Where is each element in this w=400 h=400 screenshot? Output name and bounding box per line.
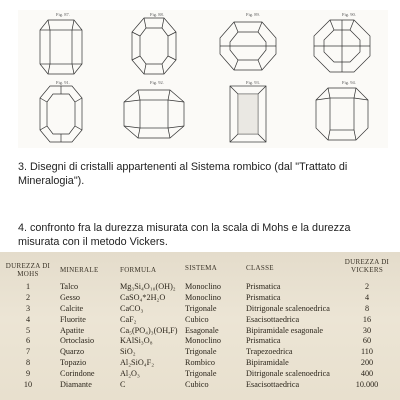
table-header: [0, 256, 400, 282]
crystal-drawing: [114, 82, 194, 146]
cell-vickers: 110: [361, 347, 373, 357]
cell-mohs: 8: [25, 358, 31, 368]
crystal-drawing: [208, 82, 288, 146]
cell-minerale: Apatite: [60, 325, 85, 335]
cell-mohs: 5: [25, 325, 31, 335]
header-formula: FORMULA: [120, 266, 157, 274]
cell-minerale: Topazio: [60, 358, 87, 368]
table-row: [0, 358, 400, 369]
crystal-figure: [114, 14, 194, 78]
cell-classe: Prismatica: [246, 336, 281, 346]
cell-sistema: Cubico: [185, 314, 209, 324]
cell-formula: Al₂SiO₄F₂: [120, 358, 155, 368]
cell-vickers: 8: [364, 303, 370, 313]
cell-vickers: 4: [364, 292, 370, 302]
cell-mohs: 7: [25, 347, 31, 357]
cell-mohs: 9: [25, 369, 31, 379]
cell-mohs: 4: [25, 314, 31, 324]
crystal-drawing: [22, 14, 102, 78]
crystal-drawing: [302, 82, 382, 146]
cell-minerale: Gesso: [60, 292, 81, 302]
crystal-drawings-plate: [18, 10, 388, 148]
crystal-drawing: [302, 14, 382, 78]
crystal-drawing: [114, 14, 194, 78]
cell-minerale: Corindone: [60, 369, 95, 379]
cell-classe: Bipiramidale esagonale: [246, 325, 324, 335]
cell-mohs: 6: [25, 336, 31, 346]
cell-mohs: 10: [23, 380, 33, 390]
cell-minerale: Calcite: [60, 303, 84, 313]
cell-vickers: 2: [364, 282, 370, 291]
crystal-figure: [114, 82, 194, 146]
figure-label: Fig. 93.: [246, 80, 260, 85]
crystal-figure: [22, 82, 102, 146]
figure-label: Fig. 88.: [150, 12, 164, 17]
crystal-drawing: [22, 82, 102, 146]
table-row: [0, 293, 400, 304]
cell-formula: Mg₃Si₄O₁₀(OH)₂: [120, 282, 176, 291]
cell-minerale: Diamante: [60, 380, 92, 390]
cell-vickers: 10.000: [355, 380, 379, 390]
crystal-drawing: [208, 14, 288, 78]
cell-sistema: Cubico: [185, 380, 209, 390]
cell-minerale: Fluorite: [60, 314, 86, 324]
crystal-figure: [302, 82, 382, 146]
figure-label: Fig. 91.: [56, 80, 70, 85]
cell-classe: Ditrigonale scalenoedrica: [246, 303, 330, 313]
cell-vickers: 400: [360, 369, 374, 379]
figure-label: Fig. 94.: [342, 80, 356, 85]
cell-sistema: Monoclino: [185, 336, 221, 346]
figure-label: Fig. 89.: [246, 12, 260, 17]
table-row: [0, 304, 400, 315]
table-row: [0, 282, 400, 293]
figure-label: Fig. 90.: [342, 12, 356, 17]
figure-caption: 3. Disegni di cristalli appartenenti al Sistema rombico (dal "Trattato di Mineralogia").: [18, 161, 348, 187]
cell-vickers: 200: [360, 358, 374, 368]
crystal-figure: [208, 82, 288, 146]
cell-classe: Bipiramidale: [246, 358, 289, 368]
header-sistema: SISTEMA: [185, 264, 218, 272]
cell-sistema: Rombico: [185, 358, 216, 368]
cell-sistema: Trigonale: [185, 303, 217, 313]
table-row: [0, 369, 400, 380]
cell-mohs: 2: [25, 292, 31, 302]
cell-minerale: Quarzo: [60, 347, 85, 357]
cell-sistema: Monoclino: [185, 282, 221, 291]
cell-formula: SiO₂: [120, 347, 136, 357]
cell-classe: Esacisottaedrica: [246, 380, 300, 390]
header-durezza-mohs: DUREZZA DI MOHS: [5, 262, 51, 278]
figure-label: Fig. 87.: [56, 12, 70, 17]
cell-formula: CaF₂: [120, 314, 137, 324]
cell-classe: Trapezoedrica: [246, 347, 293, 357]
hardness-table-photo: [0, 252, 400, 400]
cell-mohs: 3: [25, 303, 31, 313]
cell-vickers: 16: [362, 314, 372, 324]
cell-formula: Al₂O₃: [120, 369, 140, 379]
cell-vickers: 60: [362, 336, 372, 346]
header-minerale: MINERALE: [60, 266, 99, 274]
cell-classe: Prismatica: [246, 292, 281, 302]
cell-sistema: Trigonale: [185, 347, 217, 357]
cell-minerale: Ortoclasio: [60, 336, 95, 346]
table-body: [0, 282, 400, 391]
cell-formula: C: [120, 380, 126, 390]
cell-formula: KAlSi₃O₈: [120, 336, 153, 346]
crystal-figure: [208, 14, 288, 78]
header-classe: CLASSE: [246, 264, 274, 272]
figure-label: Fig. 92.: [150, 80, 164, 85]
cell-classe: Prismatica: [246, 282, 281, 291]
crystal-figure: [22, 14, 102, 78]
cell-minerale: Talco: [60, 282, 79, 291]
cell-sistema: Trigonale: [185, 369, 217, 379]
cell-classe: Ditrigonale scalenoedrica: [246, 369, 330, 379]
cell-mohs: 1: [25, 282, 31, 291]
cell-formula: CaCO₃: [120, 303, 144, 313]
table-caption: 4. confronto fra la durezza misurata con la scala di Mohs e la durezza misurata con il metodo Vickers.: [18, 222, 351, 248]
cell-sistema: Esagonale: [185, 325, 219, 335]
header-durezza-vickers: DUREZZA DI VICKERS: [344, 258, 390, 274]
cell-formula: Ca₅(PO₄)₃(OH,F): [120, 325, 178, 335]
crystal-figure: [302, 14, 382, 78]
table-row: [0, 347, 400, 358]
cell-vickers: 30: [362, 325, 372, 335]
table-row: [0, 380, 400, 391]
cell-sistema: Monoclino: [185, 292, 221, 302]
cell-classe: Esacisottaedrica: [246, 314, 300, 324]
table-row: [0, 315, 400, 326]
cell-formula: CaSO₄*2H₂O: [120, 292, 166, 302]
table-row: [0, 326, 400, 337]
table-row: [0, 336, 400, 347]
